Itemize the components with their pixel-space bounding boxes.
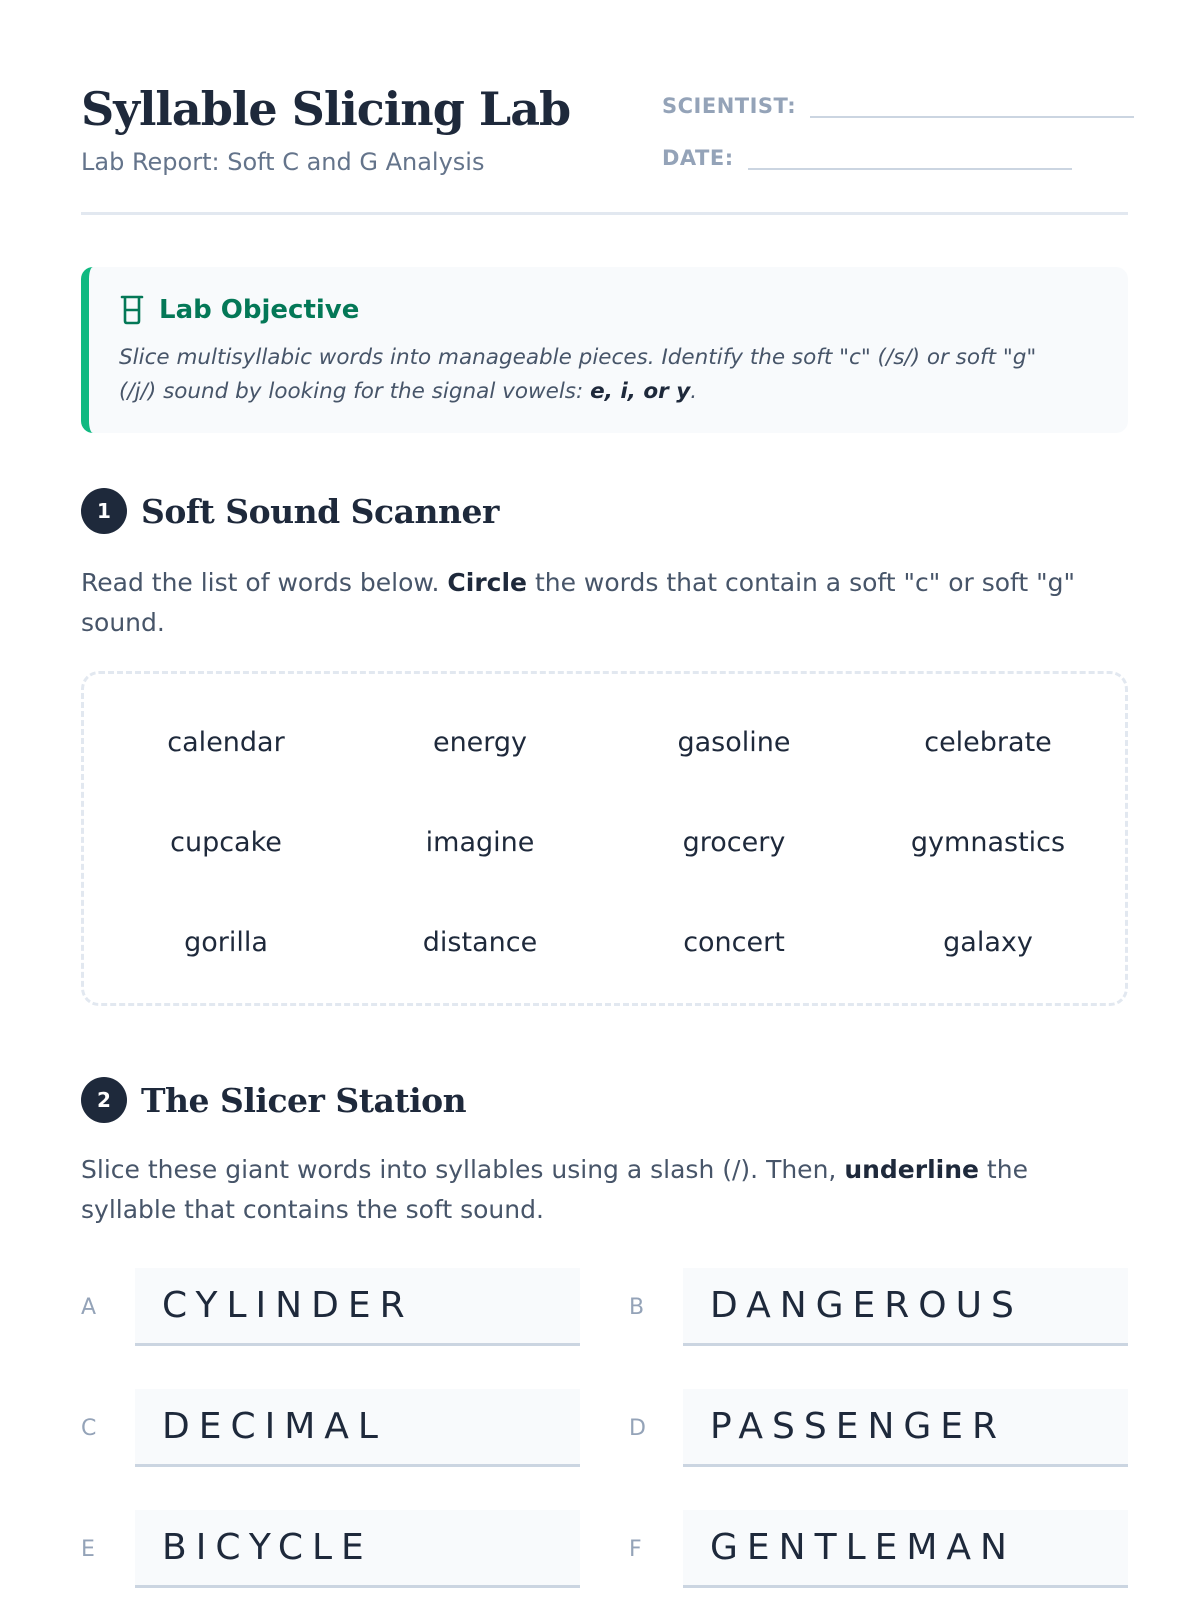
word-item[interactable]: gymnastics xyxy=(910,826,1066,858)
slice-item-letter: F xyxy=(629,1536,642,1562)
word-item[interactable]: cupcake xyxy=(170,826,282,858)
slice-item-letter: C xyxy=(81,1415,97,1441)
objective-heading xyxy=(119,295,359,325)
word-item[interactable]: distance xyxy=(422,926,538,958)
section-number-badge: 1 xyxy=(81,488,127,534)
slice-item xyxy=(81,1510,581,1590)
instruction-keyword: Circle xyxy=(447,568,527,597)
objective-text-part2: . xyxy=(690,379,698,404)
slice-word-box[interactable]: PASSENGER xyxy=(683,1389,1128,1467)
section-title: The Slicer Station xyxy=(141,1080,467,1120)
page-title: Syllable Slicing Lab xyxy=(81,82,571,136)
slice-word-box[interactable]: BICYCLE xyxy=(135,1510,580,1588)
page-header xyxy=(81,82,1128,215)
section-2-instructions xyxy=(81,1150,1128,1230)
instruction-text: the words that contain a soft "c" or soft "g" sound. xyxy=(81,568,1076,637)
word-item[interactable]: energy xyxy=(432,726,528,758)
slice-word-box[interactable]: CYLINDER xyxy=(135,1268,580,1346)
word-item[interactable]: celebrate xyxy=(924,726,1052,758)
lab-objective-box xyxy=(81,267,1128,433)
word-item[interactable]: concert xyxy=(683,926,785,958)
word-item[interactable]: galaxy xyxy=(943,926,1033,958)
scientist-field xyxy=(662,88,1134,118)
slice-word-box[interactable]: DECIMAL xyxy=(135,1389,580,1467)
page-subtitle: Lab Report: Soft C and G Analysis xyxy=(81,148,485,176)
section-number-badge: 2 xyxy=(81,1077,127,1123)
objective-text-part1: Slice multisyllabic words into manageable pieces. Identify the soft "c" (/s/) or soft "g" (/j/) sound by looking for the signal vowels: xyxy=(119,345,1037,404)
slice-item xyxy=(629,1268,1129,1348)
section-1-heading xyxy=(81,488,499,534)
date-field xyxy=(662,140,1072,170)
section-title: Soft Sound Scanner xyxy=(141,491,499,531)
section-1-instructions xyxy=(81,563,1128,643)
section-2-heading xyxy=(81,1077,466,1123)
word-grid xyxy=(81,671,1128,1006)
objective-text xyxy=(119,341,1079,409)
instruction-text: the syllable that contains the soft sound. xyxy=(81,1155,1028,1224)
beaker-icon xyxy=(119,295,145,325)
word-item[interactable]: gasoline xyxy=(677,726,791,758)
objective-signal-vowels: e, i, or y xyxy=(590,379,691,404)
objective-title: Lab Objective xyxy=(159,295,360,325)
slice-item-letter: A xyxy=(81,1294,97,1320)
word-item[interactable]: calendar xyxy=(167,726,285,758)
slice-item xyxy=(629,1510,1129,1590)
date-label: DATE: xyxy=(662,146,734,170)
instruction-text: Read the list of words below. xyxy=(81,568,448,597)
worksheet-page xyxy=(81,0,1128,1600)
date-input-line[interactable] xyxy=(748,140,1072,170)
scientist-label: SCIENTIST: xyxy=(662,94,797,118)
word-item[interactable]: imagine xyxy=(425,826,535,858)
word-item[interactable]: grocery xyxy=(682,826,786,858)
slice-word-box[interactable]: GENTLEMAN xyxy=(683,1510,1128,1588)
instruction-text: Slice these giant words into syllables using a slash (/). Then, xyxy=(81,1155,845,1184)
slice-item-letter: B xyxy=(629,1294,645,1320)
slice-item xyxy=(629,1389,1129,1469)
instruction-keyword: underline xyxy=(844,1155,979,1184)
word-item[interactable]: gorilla xyxy=(184,926,268,958)
slice-word-box[interactable]: DANGEROUS xyxy=(683,1268,1128,1346)
slice-item-letter: E xyxy=(81,1536,95,1562)
slice-item-letter: D xyxy=(629,1415,646,1441)
slice-item xyxy=(81,1389,581,1469)
slice-item xyxy=(81,1268,581,1348)
scientist-input-line[interactable] xyxy=(810,88,1134,118)
